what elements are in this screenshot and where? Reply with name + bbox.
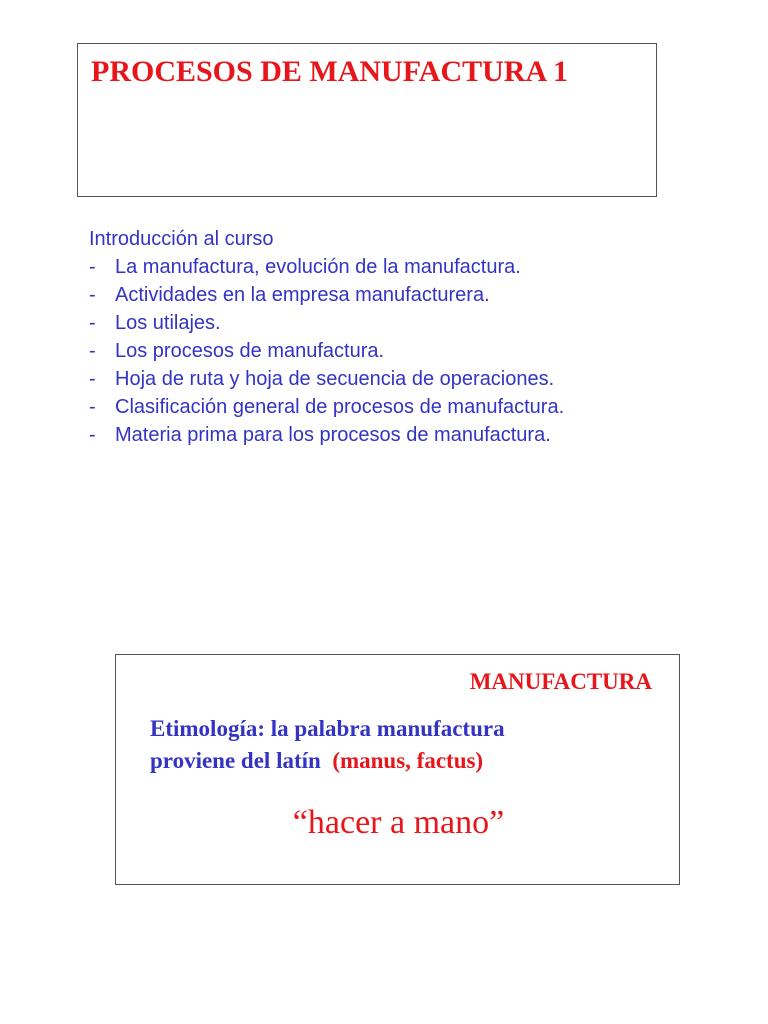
section-heading: MANUFACTURA	[469, 669, 652, 694]
list-item-text: Clasificación general de procesos de manufactura.	[115, 396, 565, 418]
list-item	[89, 281, 564, 309]
list-item	[89, 421, 564, 449]
list-item	[89, 337, 564, 365]
page-title: PROCESOS DE MANUFACTURA 1	[91, 55, 568, 88]
list-item-text: Materia prima para los procesos de manufactura.	[115, 424, 551, 446]
course-outline	[89, 225, 564, 449]
bullet-dash: -	[89, 424, 96, 446]
bullet-dash: -	[89, 396, 96, 418]
bullet-dash: -	[89, 312, 96, 334]
bullet-dash: -	[89, 340, 96, 362]
manufactura-box	[115, 654, 680, 885]
list-item	[89, 309, 564, 337]
list-item	[89, 393, 564, 421]
definition-quote: “hacer a mano”	[292, 804, 505, 841]
etymology-line-1: Etimología: la palabra manufactura	[150, 716, 505, 741]
list-item-text: Los utilajes.	[115, 312, 221, 334]
list-item-text: Hoja de ruta y hoja de secuencia de operaciones.	[115, 368, 555, 390]
list-item	[89, 365, 564, 393]
bullet-dash: -	[89, 368, 96, 390]
outline-intro: Introducción al curso	[89, 228, 274, 250]
list-item-text: La manufactura, evolución de la manufactura.	[115, 256, 521, 278]
outline-list	[89, 253, 564, 449]
list-item-text: Actividades en la empresa manufacturera.	[115, 284, 490, 306]
latin-terms: (manus, factus)	[332, 748, 484, 773]
list-item-text: Los procesos de manufactura.	[115, 340, 385, 362]
bullet-dash: -	[89, 256, 96, 278]
bullet-dash: -	[89, 284, 96, 306]
title-box	[77, 43, 657, 197]
list-item	[89, 253, 564, 281]
etymology-text	[150, 713, 505, 777]
etymology-line-2: proviene del latín	[150, 748, 321, 773]
